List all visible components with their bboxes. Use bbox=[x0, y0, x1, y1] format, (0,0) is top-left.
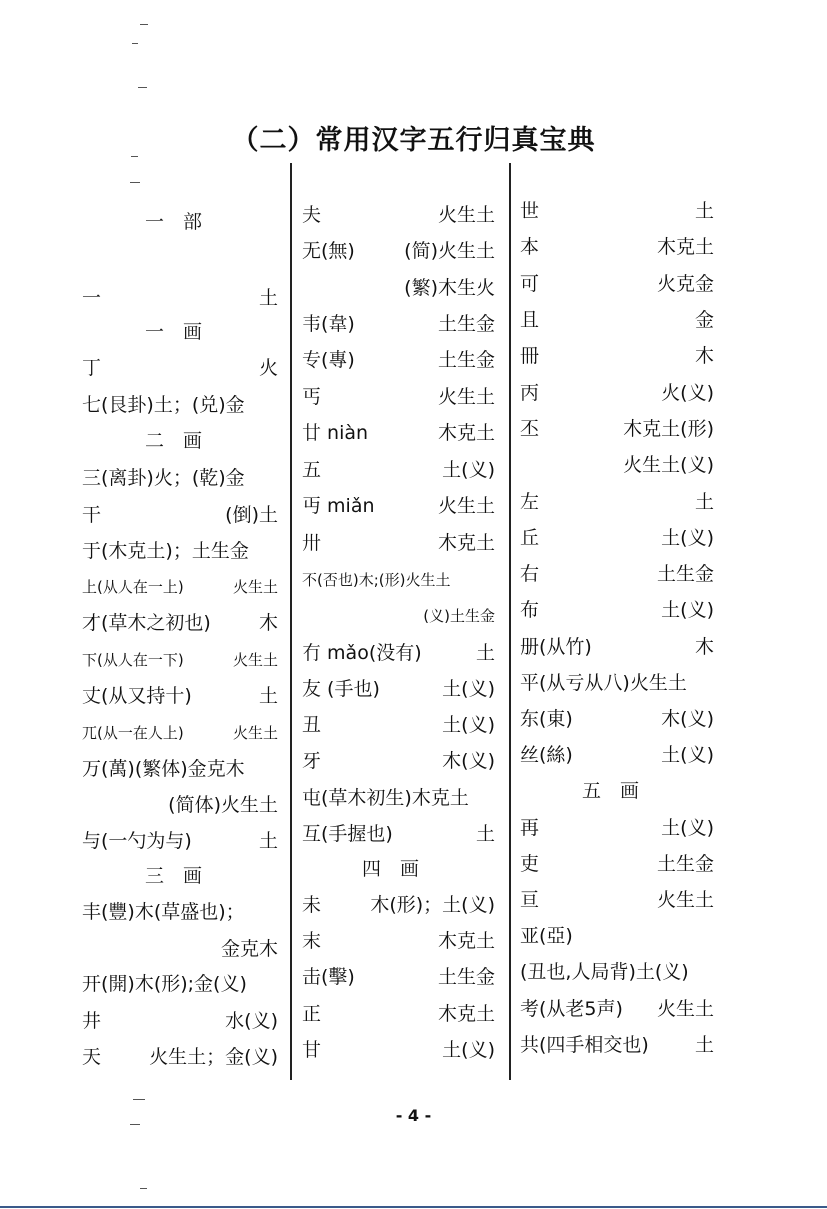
dict-entry: 井 水(义) bbox=[82, 1010, 278, 1032]
dict-entry: (义)土生金 bbox=[423, 607, 495, 625]
dict-entry: 平(从亏从八)火生土 bbox=[520, 672, 687, 694]
dict-entry: 击(擊) 土生金 bbox=[302, 966, 495, 988]
scan-speck bbox=[133, 1099, 145, 1100]
dict-entry: 无(無) (简)火生土 bbox=[302, 240, 495, 262]
dict-entry: 正 木克土 bbox=[302, 1003, 495, 1025]
dict-entry: 于(木克土)；土生金 bbox=[82, 540, 249, 562]
column-divider-left bbox=[290, 163, 292, 1080]
dict-entry: (繁)木生火 bbox=[404, 277, 495, 299]
column-divider-right bbox=[509, 163, 511, 1080]
dict-entry: 天 火生土；金(义) bbox=[82, 1046, 278, 1068]
dict-entry: 才(草木之初也) 木 bbox=[82, 612, 278, 634]
dict-entry: 且 金 bbox=[520, 309, 714, 331]
dict-entry: (丑也,人局背)土(义) bbox=[520, 961, 689, 983]
dict-entry: 韦(韋) 土生金 bbox=[302, 313, 495, 335]
dict-entry: 卅 木克土 bbox=[302, 532, 495, 554]
section-heading-stroke-3: 三 画 bbox=[145, 865, 203, 887]
dict-entry: (简体)火生土 bbox=[168, 794, 278, 816]
dict-entry: 兀(从一在人上) 火生土 bbox=[82, 724, 278, 742]
dict-entry: 互(手握也) 土 bbox=[302, 823, 495, 845]
dict-entry: 再 土(义) bbox=[520, 817, 714, 839]
dict-entry: 世 土 bbox=[520, 200, 714, 222]
dict-entry: 下(从人在一下) 火生土 bbox=[82, 651, 278, 669]
dict-entry: 夫 火生土 bbox=[302, 204, 495, 226]
dict-entry: 牙 木(义) bbox=[302, 750, 495, 772]
dict-entry: 冊 木 bbox=[520, 345, 714, 367]
dict-entry: 丕 木克土(形) bbox=[520, 418, 714, 440]
dict-entry: 冇 mǎo(没有) 土 bbox=[302, 642, 495, 664]
dict-entry: 七(艮卦)土；(兑)金 bbox=[82, 394, 245, 416]
dict-entry: 亚(亞) bbox=[520, 925, 573, 947]
dict-entry: 丰(豐)木(草盛也)； bbox=[82, 901, 245, 923]
scan-speck bbox=[131, 156, 138, 157]
page-title: （二）常用汉字五行归真宝典 bbox=[231, 125, 596, 156]
dict-entry: 右 土生金 bbox=[520, 563, 714, 585]
dict-entry: 吏 土生金 bbox=[520, 853, 714, 875]
scan-speck bbox=[130, 1124, 140, 1125]
dict-entry: 友 (手也) 土(义) bbox=[302, 678, 495, 700]
scan-speck bbox=[140, 1188, 147, 1189]
dict-entry: 可 火克金 bbox=[520, 273, 714, 295]
dict-entry: 金克木 bbox=[220, 938, 278, 960]
dict-entry: 不(否也)木;(形)火生土 bbox=[302, 571, 451, 589]
dict-entry: 丐 火生土 bbox=[302, 386, 495, 408]
scan-speck bbox=[132, 43, 138, 44]
scan-speck bbox=[130, 182, 140, 183]
dict-entry: 廿 niàn 木克土 bbox=[302, 422, 495, 444]
dict-entry: 屯(草木初生)木克土 bbox=[302, 787, 469, 809]
dict-entry: 专(專) 土生金 bbox=[302, 349, 495, 371]
dict-entry: 布 土(义) bbox=[520, 599, 714, 621]
dict-entry: 火生土(义) bbox=[623, 454, 714, 476]
section-heading-radical: 一 部 bbox=[145, 211, 203, 233]
scan-speck bbox=[140, 24, 148, 25]
dict-entry: 丘 土(义) bbox=[520, 527, 714, 549]
page-number: - 4 - bbox=[395, 1106, 432, 1125]
dict-entry: 东(東) 木(义) bbox=[520, 708, 714, 730]
dict-entry: 开(開)木(形);金(义) bbox=[82, 973, 247, 995]
dict-entry: 共(四手相交也) 土 bbox=[520, 1034, 714, 1056]
dict-entry: 与(一勺为与) 土 bbox=[82, 830, 278, 852]
dict-entry: 丈(从又持十) 土 bbox=[82, 685, 278, 707]
section-heading-stroke-4: 四 画 bbox=[362, 858, 420, 880]
dict-entry: 丙 火(义) bbox=[520, 382, 714, 404]
section-heading-stroke-1: 一 画 bbox=[145, 321, 203, 343]
dict-entry: 上(从人在一上) 火生土 bbox=[82, 578, 278, 596]
dict-entry: 册(从竹) 木 bbox=[520, 636, 714, 658]
dict-entry: 末 木克土 bbox=[302, 930, 495, 952]
dict-entry: 丁 火 bbox=[82, 357, 278, 379]
dict-entry: 本 木克土 bbox=[520, 236, 714, 258]
dict-entry: 考(从老5声) 火生土 bbox=[520, 998, 714, 1020]
dict-entry: 左 土 bbox=[520, 491, 714, 513]
dict-entry: 三(离卦)火；(乾)金 bbox=[82, 467, 245, 489]
scan-speck bbox=[138, 87, 147, 88]
dict-entry: 丏 miǎn 火生土 bbox=[302, 495, 495, 517]
dict-entry: 丑 土(义) bbox=[302, 714, 495, 736]
bottom-rule bbox=[0, 1206, 827, 1208]
section-heading-stroke-2: 二 画 bbox=[145, 430, 203, 452]
dict-entry: 万(萬)(繁体)金克木 bbox=[82, 758, 245, 780]
dict-entry: 丝(絲) 土(义) bbox=[520, 744, 714, 766]
dict-entry: 未 木(形)；土(义) bbox=[302, 894, 495, 916]
dict-entry: 一 土 bbox=[82, 287, 278, 309]
dict-entry: 五 土(义) bbox=[302, 459, 495, 481]
section-heading-stroke-5: 五 画 bbox=[582, 780, 640, 802]
dict-entry: 干 (倒)土 bbox=[82, 504, 278, 526]
dict-entry: 甘 土(义) bbox=[302, 1039, 495, 1061]
dict-entry: 亘 火生土 bbox=[520, 889, 714, 911]
